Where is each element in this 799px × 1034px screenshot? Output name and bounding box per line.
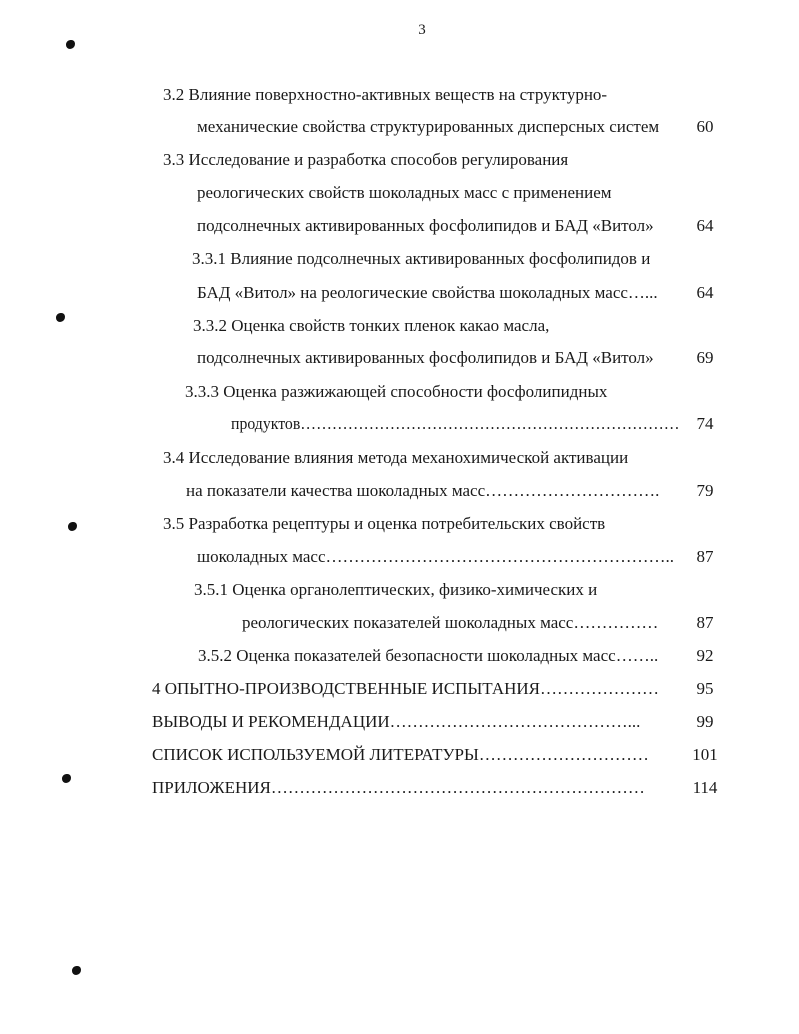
toc-entry-text: подсолнечных активированных фосфолипидов и БАД «Витол» <box>197 348 654 367</box>
page-number: 3 <box>418 22 426 38</box>
toc-page-number: 87 <box>696 613 714 632</box>
scan-mark <box>56 313 65 322</box>
toc-entry-text: шоколадных масс…………………………………………………….. <box>197 547 674 566</box>
toc-entry-text: продуктов……………………………………………………………… <box>231 414 680 433</box>
toc-entry-text: 3.5 Разработка рецептуры и оценка потребительских свойств <box>163 514 606 533</box>
toc-page-number: 79 <box>696 481 714 500</box>
toc-page-number: 64 <box>696 216 714 235</box>
toc-entry-text: 4 ОПЫТНО-ПРОИЗВОДСТВЕННЫЕ ИСПЫТАНИЯ………………… <box>152 679 659 698</box>
scan-mark <box>72 966 81 975</box>
toc-page-number: 74 <box>696 414 714 433</box>
toc-page-number: 99 <box>696 712 714 731</box>
scan-mark <box>68 522 77 531</box>
toc-entry-text: СПИСОК ИСПОЛЬЗУЕМОЙ ЛИТЕРАТУРЫ………………………… <box>152 745 649 764</box>
toc-entry-text: 3.3.1 Влияние подсолнечных активированных фосфолипидов и <box>192 249 651 268</box>
toc-entry-text: реологических показателей шоколадных масс…………… <box>242 613 659 632</box>
toc-entry-text: 3.5.2 Оценка показателей безопасности шоколадных масс…….. <box>198 646 659 665</box>
toc-entry-text: БАД «Витол» на реологические свойства шоколадных масс…... <box>197 283 658 302</box>
toc-entry-text: ВЫВОДЫ И РЕКОМЕНДАЦИИ……………………………………... <box>152 712 641 731</box>
toc-entry-text: 3.3.3 Оценка разжижающей способности фосфолипидных <box>185 382 608 401</box>
toc-page-number: 101 <box>692 745 718 764</box>
toc-entry-text: подсолнечных активированных фосфолипидов и БАД «Витол» <box>197 216 654 235</box>
toc-entry-text: 3.3.2 Оценка свойств тонких пленок какао масла, <box>193 316 550 335</box>
toc-page-number: 69 <box>696 348 714 367</box>
toc-page-number: 95 <box>696 679 714 698</box>
scan-mark <box>66 40 75 49</box>
toc-entry-text: на показатели качества шоколадных масс…………………………. <box>186 481 660 500</box>
toc-entry-text: 3.2 Влияние поверхностно-активных веществ на структурно- <box>163 85 608 104</box>
toc-page-number: 64 <box>696 283 714 302</box>
toc-entry-text: ПРИЛОЖЕНИЯ………………………………………………………… <box>152 778 645 797</box>
toc-entry-text: 3.5.1 Оценка органолептических, физико-химических и <box>194 580 598 599</box>
toc-page-number: 87 <box>696 547 714 566</box>
scan-mark <box>62 774 71 783</box>
toc-page-number: 92 <box>696 646 714 665</box>
toc-entry-text: реологических свойств шоколадных масс с применением <box>197 183 612 202</box>
toc-entry-text: 3.3 Исследование и разработка способов регулирования <box>163 150 569 169</box>
toc-page-number: 60 <box>696 117 714 136</box>
toc-page-number: 114 <box>692 778 718 797</box>
toc-entry-text: 3.4 Исследование влияния метода механохимической активации <box>163 448 629 467</box>
toc-entry-text: механические свойства структурированных дисперсных систем <box>197 117 660 136</box>
